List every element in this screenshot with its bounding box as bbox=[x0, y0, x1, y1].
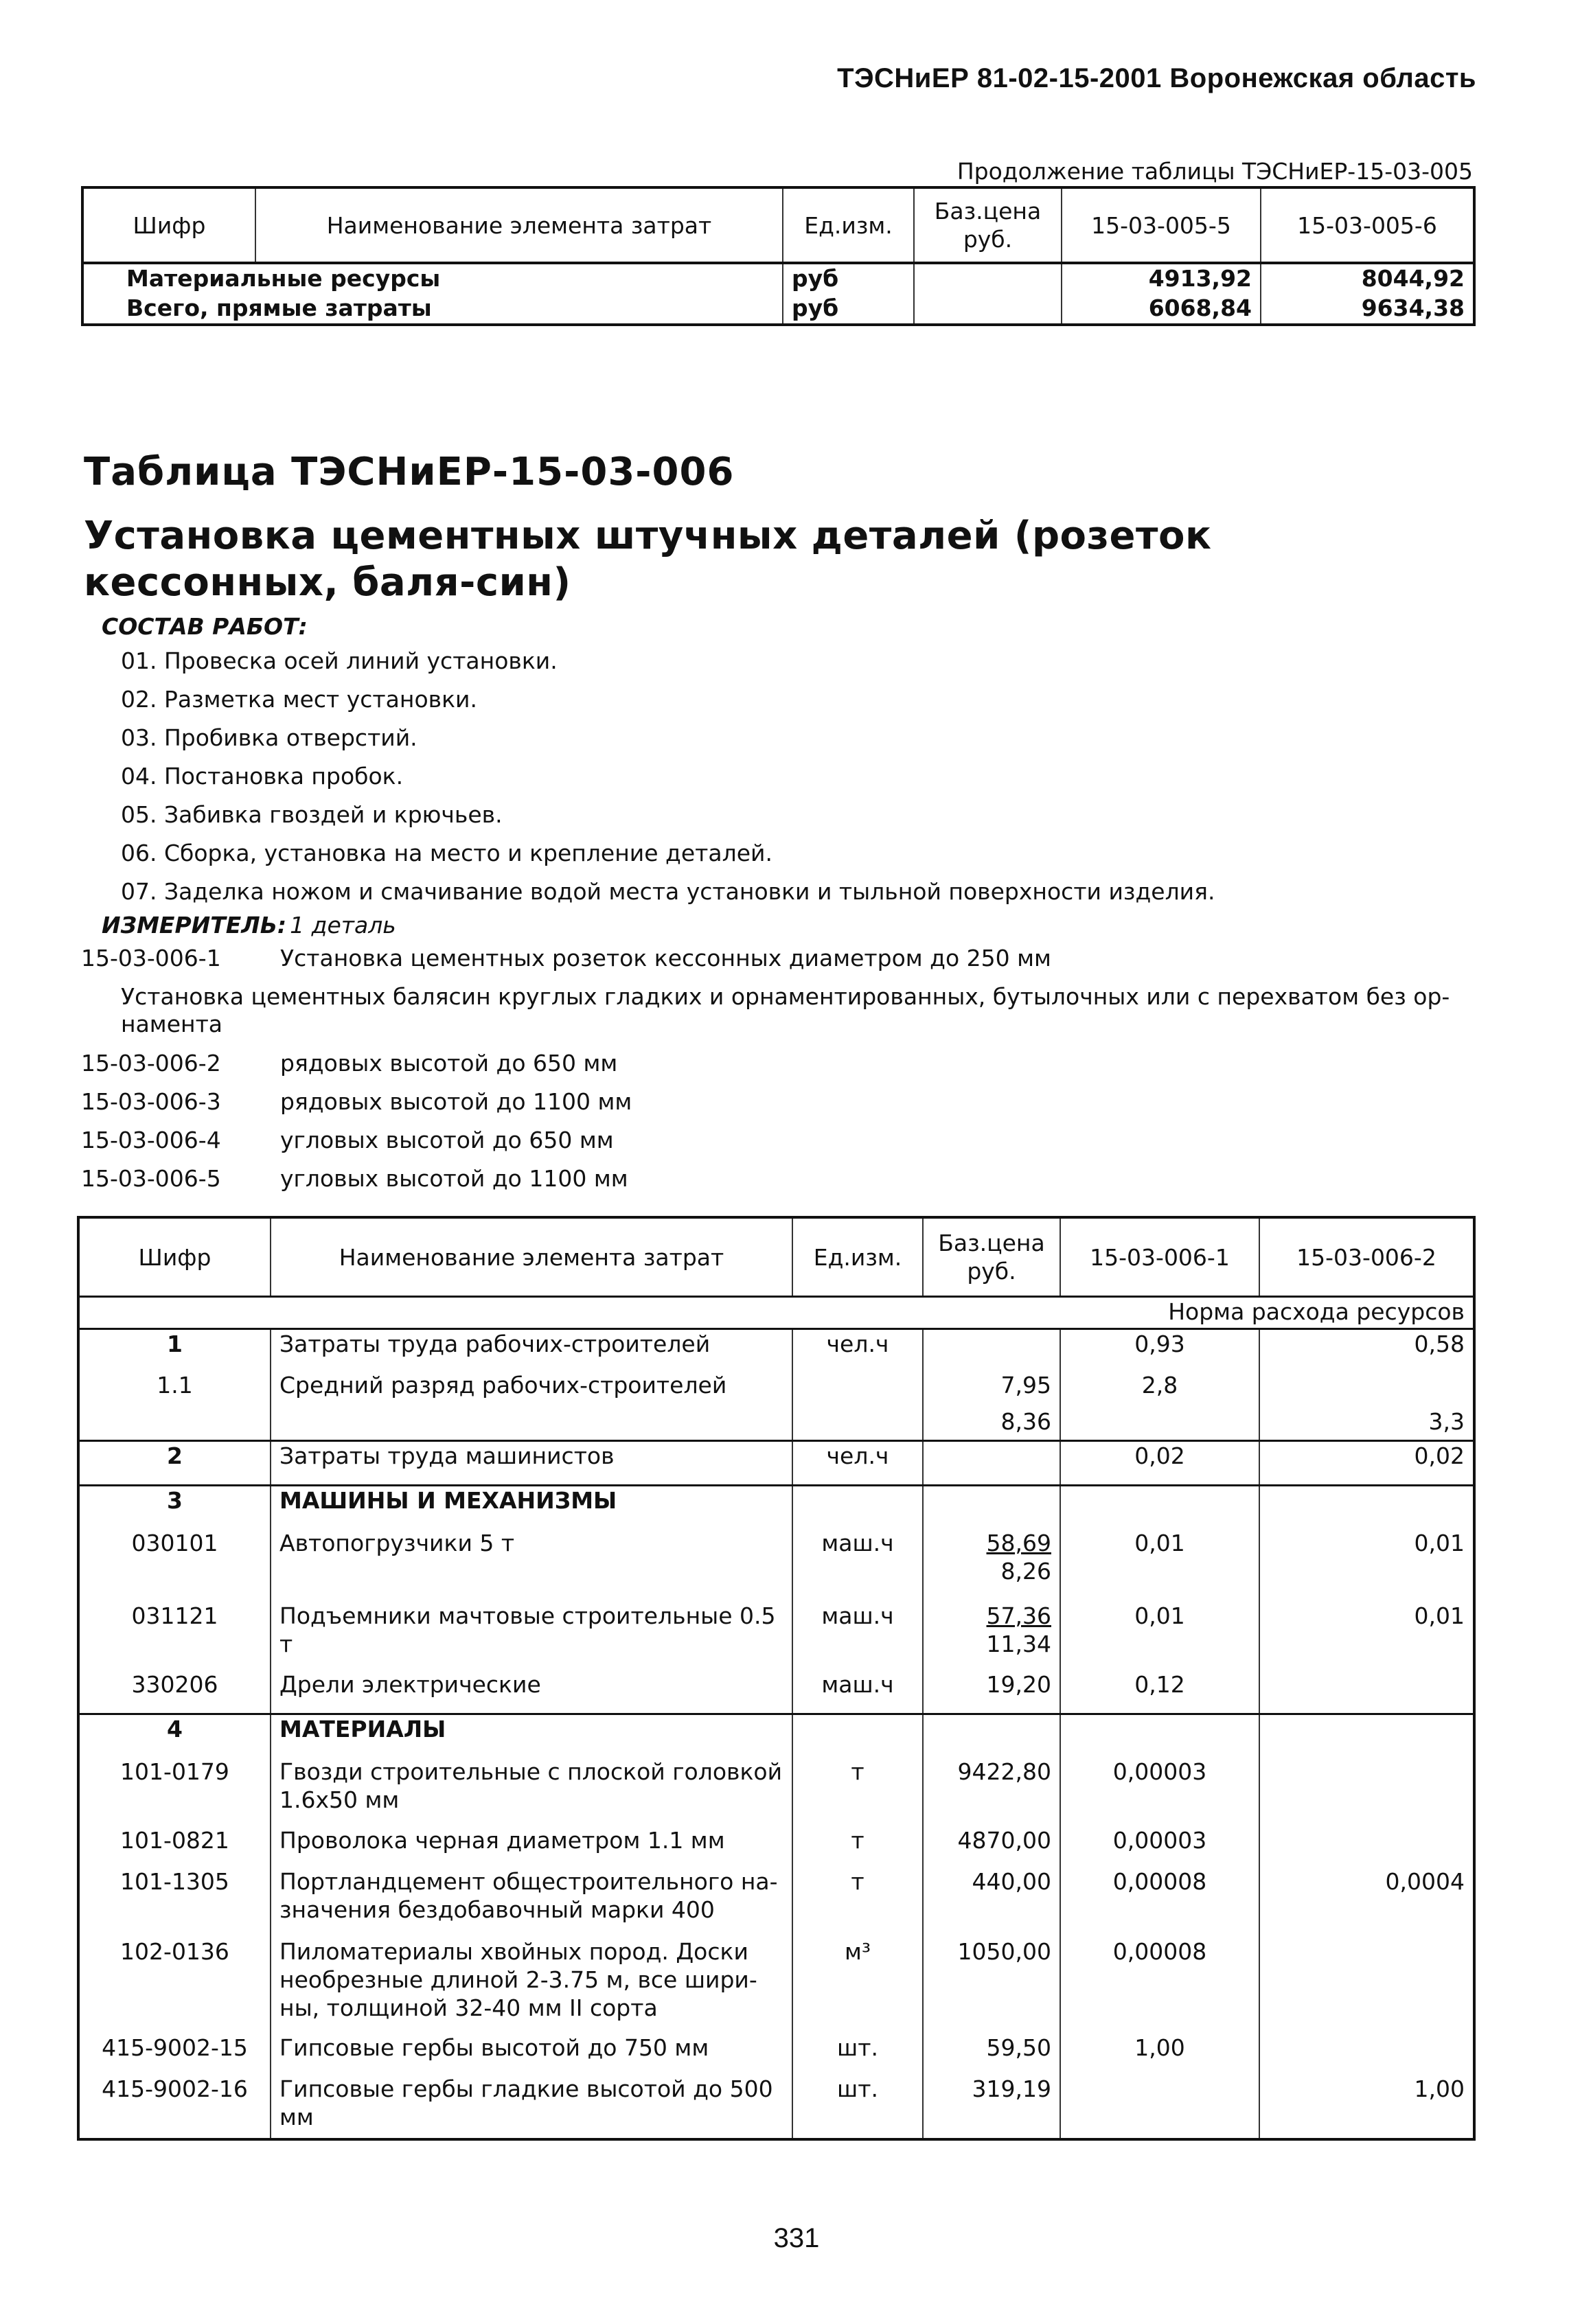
row-value-2: 8044,92 bbox=[1261, 263, 1474, 294]
row-price bbox=[923, 1441, 1060, 1486]
code-line bbox=[81, 1083, 632, 1121]
row-unit: чел.ч bbox=[792, 1441, 923, 1486]
row-unit: т bbox=[792, 1758, 923, 1826]
row-price: 59,50 bbox=[923, 2034, 1060, 2075]
list-item: 07. Заделка ножом и смачивание водой места установки и тыльной поверхности изделия. bbox=[121, 878, 1215, 905]
row-name: МАТЕРИАЛЫ bbox=[271, 1714, 792, 1758]
table-row bbox=[78, 1826, 1474, 1867]
price-line: 7,95 bbox=[1000, 1372, 1051, 1399]
row-code: 1.1 bbox=[78, 1371, 271, 1441]
list-item: 03. Пробивка отверстий. bbox=[121, 724, 417, 751]
row-unit bbox=[792, 1371, 923, 1441]
group-note: Установка цементных балясин круглых гладких и орнаментированных, бутылочных или с перехватом без ор-намента bbox=[121, 983, 1450, 1037]
row-value-1: 6068,84 bbox=[1062, 294, 1261, 325]
row-value-1: 0,12 bbox=[1060, 1670, 1259, 1714]
row-name: Проволока черная диаметром 1.1 мм bbox=[271, 1826, 792, 1867]
row-name: Гипсовые гербы гладкие высотой до 500 мм bbox=[271, 2075, 792, 2139]
row-unit: руб bbox=[783, 263, 914, 294]
row-value-2 bbox=[1259, 2034, 1474, 2075]
code-line bbox=[81, 945, 1051, 971]
code-line bbox=[81, 1121, 632, 1160]
row-code: 101-0821 bbox=[78, 1826, 271, 1867]
row-name: МАШИНЫ И МЕХАНИЗМЫ bbox=[271, 1486, 792, 1530]
value-line: 3,3 bbox=[1428, 1408, 1465, 1435]
row-code: 4 bbox=[78, 1714, 271, 1758]
row-code: 030101 bbox=[78, 1529, 271, 1602]
code-list bbox=[81, 1044, 632, 1198]
row-value-2: 0,01 bbox=[1259, 1602, 1474, 1670]
works-label: СОСТАВ РАБОТ: bbox=[102, 613, 308, 640]
table-row bbox=[78, 1329, 1474, 1372]
row-value-1: 0,00008 bbox=[1060, 1937, 1259, 2034]
row-code: 2 bbox=[78, 1441, 271, 1486]
row-code: 3 bbox=[78, 1486, 271, 1530]
table-section-row bbox=[78, 1714, 1474, 1758]
row-name: Всего, прямые затраты bbox=[82, 294, 783, 325]
list-item: 02. Разметка мест установки. bbox=[121, 686, 477, 713]
code-id: 15-03-006-3 bbox=[81, 1088, 221, 1115]
table-row bbox=[78, 1529, 1474, 1602]
row-price bbox=[923, 1371, 1060, 1441]
price-line: 58,69 bbox=[986, 1530, 1051, 1556]
row-price: 4870,00 bbox=[923, 1826, 1060, 1867]
row-value-2 bbox=[1259, 1670, 1474, 1714]
table-header-row bbox=[78, 1217, 1474, 1297]
row-code: 031121 bbox=[78, 1602, 271, 1670]
row-name: Материальные ресурсы bbox=[82, 263, 783, 294]
col-header-value-2: 15-03-005-6 bbox=[1261, 187, 1474, 263]
row-price: 319,19 bbox=[923, 2075, 1060, 2139]
row-value-2: 0,02 bbox=[1259, 1441, 1474, 1486]
row-unit: маш.ч bbox=[792, 1602, 923, 1670]
table-row bbox=[78, 1371, 1474, 1441]
meter-label: ИЗМЕРИТЕЛЬ: bbox=[102, 912, 287, 939]
col-header-name: Наименование элемента затрат bbox=[255, 187, 783, 263]
table-row bbox=[78, 2075, 1474, 2139]
row-value-2: 9634,38 bbox=[1261, 294, 1474, 325]
row-unit: маш.ч bbox=[792, 1529, 923, 1602]
row-unit: маш.ч bbox=[792, 1670, 923, 1714]
row-value-1: 2,8 bbox=[1060, 1371, 1259, 1441]
col-header-value-1: 15-03-006-1 bbox=[1060, 1217, 1259, 1297]
list-item: 06. Сборка, установка на место и крепление деталей. bbox=[121, 840, 772, 866]
table-section-row bbox=[78, 1486, 1474, 1530]
row-price bbox=[923, 1529, 1060, 1602]
row-value-2 bbox=[1259, 1937, 1474, 2034]
row-name: Затраты труда машинистов bbox=[271, 1441, 792, 1486]
row-name: Портландцемент общестроительного на-значения бездобавочный марки 400 bbox=[271, 1867, 792, 1937]
price-line: 11,34 bbox=[986, 1631, 1051, 1657]
table-row bbox=[78, 1867, 1474, 1937]
col-header-price: Баз.цена руб. bbox=[923, 1217, 1060, 1297]
code-line bbox=[81, 1160, 632, 1198]
page-number: 331 bbox=[773, 2223, 820, 2253]
main-table bbox=[77, 1216, 1476, 2141]
table-row bbox=[78, 1441, 1474, 1486]
row-name: Дрели электрические bbox=[271, 1670, 792, 1714]
table-row bbox=[82, 294, 1474, 325]
row-value-1: 0,00008 bbox=[1060, 1867, 1259, 1937]
row-value-2: 0,0004 bbox=[1259, 1867, 1474, 1937]
row-name: Автопогрузчики 5 т bbox=[271, 1529, 792, 1602]
col-header-name: Наименование элемента затрат bbox=[271, 1217, 792, 1297]
row-price: 440,00 bbox=[923, 1867, 1060, 1937]
row-code: 415-9002-16 bbox=[78, 2075, 271, 2139]
table-row bbox=[78, 1602, 1474, 1670]
table-row bbox=[78, 1758, 1474, 1826]
meter-value: 1 деталь bbox=[290, 912, 396, 939]
row-value-1: 0,02 bbox=[1060, 1441, 1259, 1486]
col-header-value-2: 15-03-006-2 bbox=[1259, 1217, 1474, 1297]
row-value-1: 0,93 bbox=[1060, 1329, 1259, 1372]
table-row bbox=[78, 2034, 1474, 2075]
row-code: 1 bbox=[78, 1329, 271, 1372]
list-item: 01. Провеска осей линий установки. bbox=[121, 647, 558, 674]
code-desc: рядовых высотой до 1100 мм bbox=[280, 1088, 632, 1115]
row-value-2: 0,01 bbox=[1259, 1529, 1474, 1602]
row-price bbox=[923, 1602, 1060, 1670]
row-code: 102-0136 bbox=[78, 1937, 271, 2034]
row-value-1: 0,00003 bbox=[1060, 1826, 1259, 1867]
table-header-row bbox=[82, 187, 1474, 263]
works-list bbox=[121, 642, 1215, 911]
row-price bbox=[914, 294, 1062, 325]
row-name: Гипсовые гербы высотой до 750 мм bbox=[271, 2034, 792, 2075]
code-desc: рядовых высотой до 650 мм bbox=[280, 1050, 618, 1077]
row-code: 101-0179 bbox=[78, 1758, 271, 1826]
row-value-1 bbox=[1060, 2075, 1259, 2139]
row-name: Гвозди строительные с плоской головкой 1.6x50 мм bbox=[271, 1758, 792, 1826]
row-name: Затраты труда рабочих-строителей bbox=[271, 1329, 792, 1372]
row-value-2 bbox=[1259, 1826, 1474, 1867]
row-name: Средний разряд рабочих-строителей bbox=[271, 1371, 792, 1441]
row-value-1: 4913,92 bbox=[1062, 263, 1261, 294]
row-value-1: 1,00 bbox=[1060, 2034, 1259, 2075]
code-id: 15-03-006-1 bbox=[81, 945, 221, 971]
row-code: 330206 bbox=[78, 1670, 271, 1714]
row-value-2 bbox=[1259, 1758, 1474, 1826]
price-line: 57,36 bbox=[986, 1602, 1051, 1629]
row-unit: м³ bbox=[792, 1937, 923, 2034]
continuation-caption: Продолжение таблицы ТЭСНиЕР-15-03-005 bbox=[957, 158, 1473, 185]
row-price bbox=[914, 263, 1062, 294]
code-id: 15-03-006-5 bbox=[81, 1165, 221, 1192]
row-unit: шт. bbox=[792, 2034, 923, 2075]
list-item: 05. Забивка гвоздей и крючьев. bbox=[121, 801, 503, 828]
col-header-unit: Ед.изм. bbox=[792, 1217, 923, 1297]
table-title: Таблица ТЭСНиЕР-15-03-006 bbox=[84, 450, 735, 494]
table-row bbox=[82, 263, 1474, 294]
row-value-1: 0,01 bbox=[1060, 1602, 1259, 1670]
code-desc: угловых высотой до 1100 мм bbox=[280, 1165, 628, 1192]
col-header-price: Баз.цена руб. bbox=[914, 187, 1062, 263]
table-row bbox=[78, 1670, 1474, 1714]
row-unit: руб bbox=[783, 294, 914, 325]
row-price: 19,20 bbox=[923, 1670, 1060, 1714]
code-id: 15-03-006-2 bbox=[81, 1050, 221, 1077]
row-value-1: 0,00003 bbox=[1060, 1758, 1259, 1826]
code-desc: Установка цементных розеток кессонных диаметром до 250 мм bbox=[280, 945, 1051, 971]
col-header-code: Шифр bbox=[78, 1217, 271, 1297]
row-price bbox=[923, 1329, 1060, 1372]
previous-table bbox=[81, 186, 1476, 326]
row-unit: т bbox=[792, 1867, 923, 1937]
row-unit: шт. bbox=[792, 2075, 923, 2139]
table-subtitle: Установка цементных штучных деталей (розеток кессонных, баля-син) bbox=[84, 514, 1212, 605]
row-price: 9422,80 bbox=[923, 1758, 1060, 1826]
table-row bbox=[78, 1937, 1474, 2034]
code-line bbox=[81, 1044, 632, 1083]
row-unit: чел.ч bbox=[792, 1329, 923, 1372]
col-header-unit: Ед.изм. bbox=[783, 187, 914, 263]
row-price: 1050,00 bbox=[923, 1937, 1060, 2034]
price-line: 8,26 bbox=[1000, 1558, 1051, 1585]
row-value-2 bbox=[1259, 1371, 1474, 1441]
row-code: 101-1305 bbox=[78, 1867, 271, 1937]
price-line: 8,36 bbox=[1000, 1408, 1051, 1435]
col-header-code: Шифр bbox=[82, 187, 255, 263]
col-header-value-1: 15-03-005-5 bbox=[1062, 187, 1261, 263]
row-name: Пиломатериалы хвойных пород. Доски необрезные длиной 2-3.75 м, все шири-ны, толщиной 32-40 мм II сорта bbox=[271, 1937, 792, 2034]
row-value-2: 1,00 bbox=[1259, 2075, 1474, 2139]
norm-label: Норма расхода ресурсов bbox=[78, 1297, 1474, 1329]
meter-line bbox=[102, 912, 396, 939]
list-item: 04. Постановка пробок. bbox=[121, 763, 404, 790]
row-unit: т bbox=[792, 1826, 923, 1867]
code-desc: угловых высотой до 650 мм bbox=[280, 1127, 614, 1153]
code-id: 15-03-006-4 bbox=[81, 1127, 221, 1153]
running-header: ТЭСНиЕР 81-02-15-2001 Воронежская область bbox=[837, 63, 1476, 93]
norm-row bbox=[78, 1297, 1474, 1329]
row-code: 415-9002-15 bbox=[78, 2034, 271, 2075]
row-value-2: 0,58 bbox=[1259, 1329, 1474, 1372]
row-value-1: 0,01 bbox=[1060, 1529, 1259, 1602]
row-name: Подъемники мачтовые строительные 0.5 т bbox=[271, 1602, 792, 1670]
